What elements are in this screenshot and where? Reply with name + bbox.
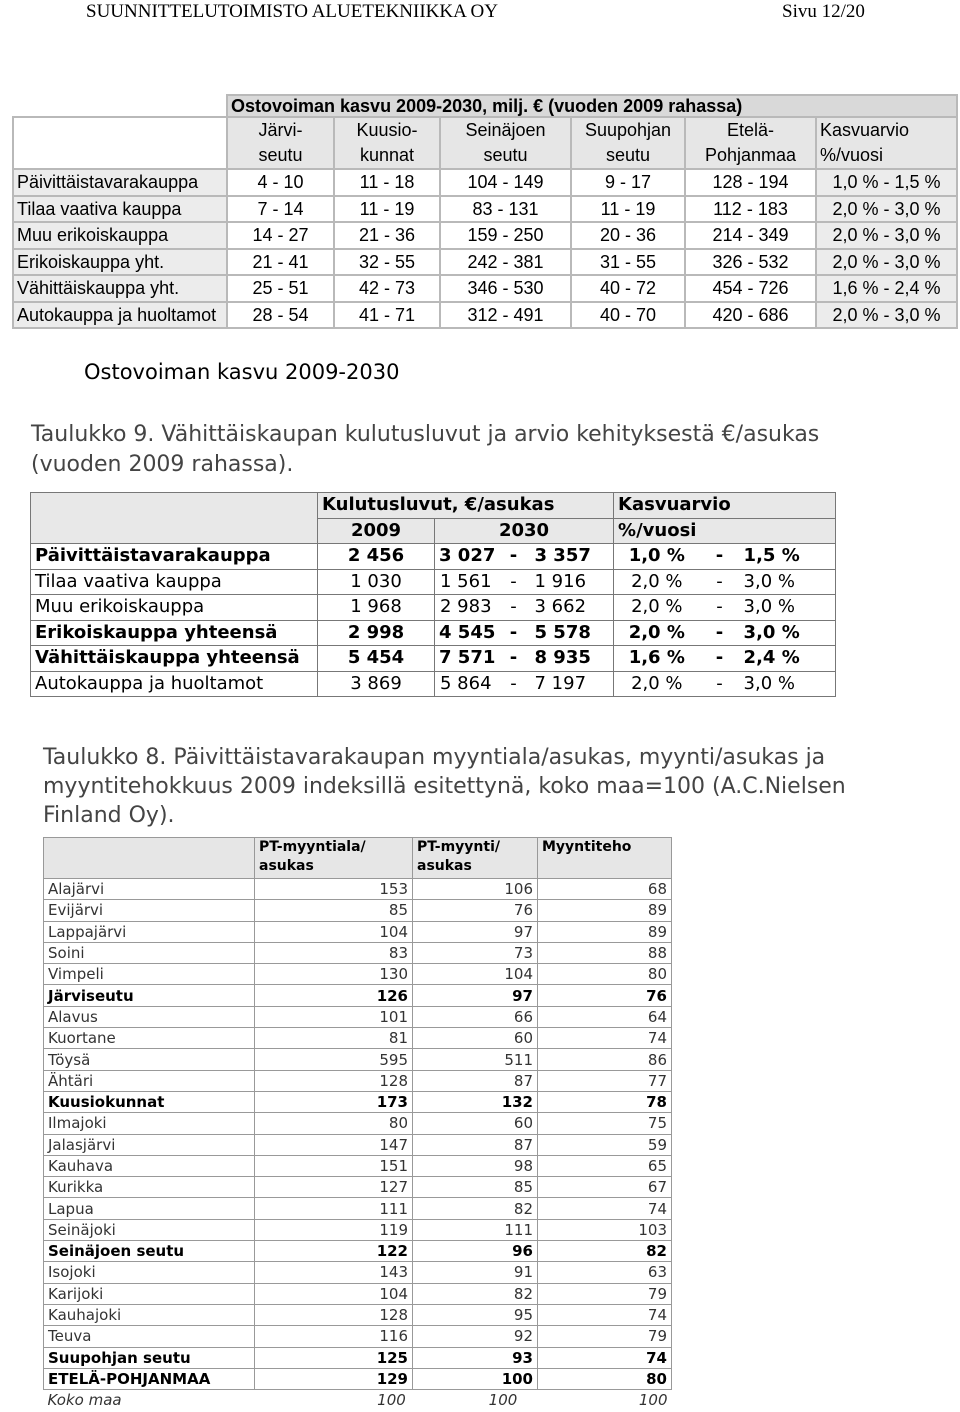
efficiency-index: 88 — [538, 942, 672, 963]
table8-row — [44, 1006, 672, 1027]
growth-high: 1,5 % — [740, 544, 836, 570]
table1-cell: 32 - 55 — [334, 249, 440, 276]
page-number: Sivu 12/20 — [782, 1, 865, 22]
table1-title: Ostovoiman kasvu 2009-2030, milj. € (vuoden 2009 rahassa) — [227, 95, 957, 117]
efficiency-index: 68 — [538, 879, 672, 900]
table1-cell: 14 - 27 — [227, 222, 334, 249]
head-sales: PT-myynti/ asukas — [413, 838, 538, 879]
municipality-name: Seinäjoki — [44, 1219, 255, 1240]
efficiency-index: 59 — [538, 1134, 672, 1155]
consumption-table — [30, 492, 836, 697]
sales-index: 87 — [413, 1070, 538, 1091]
row-label: Tilaa vaativa kauppa — [31, 569, 318, 595]
table1-cell: 326 - 532 — [685, 249, 816, 276]
row-label: Muu erikoiskauppa — [31, 595, 318, 621]
sales-index: 97 — [413, 985, 538, 1006]
table1-cell: 2,0 % - 3,0 % — [816, 222, 957, 249]
head-consumption: Kulutusluvut, €/asukas — [318, 493, 614, 519]
table8-row — [44, 985, 672, 1006]
total-name: Koko maa — [47, 1391, 122, 1410]
table8-row — [44, 1155, 672, 1176]
efficiency-index: 89 — [538, 921, 672, 942]
municipality-name: Seinäjoen seutu — [44, 1241, 255, 1262]
table1-cell: 21 - 36 — [334, 222, 440, 249]
value-2009: 1 030 — [318, 569, 435, 595]
sales-index: 98 — [413, 1155, 538, 1176]
table1-cell: 346 - 530 — [440, 275, 571, 302]
value-2030-low: 7 571 — [435, 646, 497, 672]
sales-index: 104 — [413, 964, 538, 985]
sales-area-index: 595 — [255, 1049, 413, 1070]
table1-cell: 4 - 10 — [227, 169, 334, 196]
table9-row — [31, 569, 836, 595]
table1-row — [13, 275, 957, 302]
table1-cell: 1,0 % - 1,5 % — [816, 169, 957, 196]
growth-high: 3,0 % — [740, 671, 836, 697]
efficiency-index: 103 — [538, 1219, 672, 1240]
row-label: Erikoiskauppa yhteensä — [31, 620, 318, 646]
table8-row — [44, 1304, 672, 1325]
growth-low: 2,0 % — [614, 595, 700, 621]
row-label: Autokauppa ja huoltamot — [31, 671, 318, 697]
table8-row — [44, 1368, 672, 1389]
row-label: Päivittäistavarakauppa — [13, 169, 227, 196]
value-2030-high: 3 357 — [531, 544, 614, 570]
sales-index: 95 — [413, 1304, 538, 1325]
efficiency-index: 77 — [538, 1070, 672, 1091]
table1-cell: 42 - 73 — [334, 275, 440, 302]
sales-area-index: 81 — [255, 1028, 413, 1049]
value-2009: 3 869 — [318, 671, 435, 697]
table1-cell: 112 - 183 — [685, 196, 816, 223]
total-efficiency: 100 — [638, 1391, 668, 1410]
sales-area-index: 153 — [255, 879, 413, 900]
growth-low: 1,6 % — [614, 646, 700, 672]
sales-index: 73 — [413, 942, 538, 963]
sales-index: 82 — [413, 1198, 538, 1219]
sales-index: 96 — [413, 1241, 538, 1262]
table8-row — [44, 879, 672, 900]
table1-cell: 20 - 36 — [571, 222, 685, 249]
sales-area-index: 104 — [255, 921, 413, 942]
head-efficiency: Myyntiteho — [538, 838, 672, 879]
range-dash: - — [497, 544, 531, 570]
table1-cell: 25 - 51 — [227, 275, 334, 302]
table1-row — [13, 196, 957, 223]
value-2030-low: 5 864 — [435, 671, 497, 697]
table1-row — [13, 249, 957, 276]
municipality-name: Alajärvi — [44, 879, 255, 900]
sales-area-index: 101 — [255, 1006, 413, 1027]
range-dash: - — [700, 595, 740, 621]
growth-low: 2,0 % — [614, 671, 700, 697]
range-dash: - — [497, 646, 531, 672]
sales-area-index: 173 — [255, 1091, 413, 1112]
total-sales: 100 — [488, 1391, 518, 1410]
table1-head-row — [13, 117, 957, 169]
table8-row — [44, 1262, 672, 1283]
sales-index: 66 — [413, 1006, 538, 1027]
caption: Ostovoiman kasvu 2009-2030 — [84, 360, 400, 384]
table1-cell: 104 - 149 — [440, 169, 571, 196]
growth-high: 3,0 % — [740, 569, 836, 595]
efficiency-index: 82 — [538, 1241, 672, 1262]
row-label: Erikoiskauppa yht. — [13, 249, 227, 276]
efficiency-index: 76 — [538, 985, 672, 1006]
range-dash: - — [497, 671, 531, 697]
table1-row — [13, 169, 957, 196]
row-label: Muu erikoiskauppa — [13, 222, 227, 249]
table8-row — [44, 1113, 672, 1134]
municipality-name: Alavus — [44, 1006, 255, 1027]
efficiency-index: 78 — [538, 1091, 672, 1112]
value-2030-low: 1 561 — [435, 569, 497, 595]
municipality-name: Soini — [44, 942, 255, 963]
table9-row — [31, 620, 836, 646]
efficiency-index: 74 — [538, 1304, 672, 1325]
efficiency-index: 74 — [538, 1028, 672, 1049]
efficiency-index: 86 — [538, 1049, 672, 1070]
municipality-name: Ähtäri — [44, 1070, 255, 1091]
sales-area-index: 130 — [255, 964, 413, 985]
municipality-name: Kuortane — [44, 1028, 255, 1049]
table1-cell: 11 - 19 — [571, 196, 685, 223]
range-dash: - — [700, 671, 740, 697]
municipality-name: Lapua — [44, 1198, 255, 1219]
table8-row — [44, 900, 672, 921]
company-name: SUUNNITTELUTOIMISTO ALUETEKNIIKKA OY — [86, 1, 498, 22]
sales-area-index: 128 — [255, 1070, 413, 1091]
sales-index: 60 — [413, 1028, 538, 1049]
table1-col-head: Seinäjoen seutu — [440, 117, 571, 169]
table8-total-row — [44, 1390, 672, 1411]
sales-index: 85 — [413, 1177, 538, 1198]
value-2030-high: 3 662 — [531, 595, 614, 621]
municipality-name: Ilmajoki — [44, 1113, 255, 1134]
efficiency-index: 80 — [538, 964, 672, 985]
growth-low: 2,0 % — [614, 620, 700, 646]
table8-row — [44, 1134, 672, 1155]
efficiency-index: 67 — [538, 1177, 672, 1198]
table1-cell: 21 - 41 — [227, 249, 334, 276]
table1-cell: 242 - 381 — [440, 249, 571, 276]
table8-row — [44, 1198, 672, 1219]
table1-cell: 128 - 194 — [685, 169, 816, 196]
growth-high: 3,0 % — [740, 595, 836, 621]
municipality-name: Suupohjan seutu — [44, 1347, 255, 1368]
purchasing-power-table — [12, 94, 958, 329]
table1-cell: 40 - 70 — [571, 302, 685, 329]
table1-cell: 40 - 72 — [571, 275, 685, 302]
table1-col-head: Kuusio- kunnat — [334, 117, 440, 169]
municipality-name: Vimpeli — [44, 964, 255, 985]
sales-index: 91 — [413, 1262, 538, 1283]
table9-row — [31, 595, 836, 621]
municipality-name: Isojoki — [44, 1262, 255, 1283]
sales-index: 82 — [413, 1283, 538, 1304]
table1-cell: 454 - 726 — [685, 275, 816, 302]
value-2030-low: 2 983 — [435, 595, 497, 621]
table8-row — [44, 1091, 672, 1112]
sales-index: 97 — [413, 921, 538, 942]
municipality-name: Töysä — [44, 1049, 255, 1070]
range-dash: - — [700, 646, 740, 672]
growth-high: 2,4 % — [740, 646, 836, 672]
sales-index: 100 — [413, 1368, 538, 1389]
value-2030-high: 1 916 — [531, 569, 614, 595]
row-label: Päivittäistavarakauppa — [31, 544, 318, 570]
table1-cell: 28 - 54 — [227, 302, 334, 329]
table1-cell: 9 - 17 — [571, 169, 685, 196]
sales-area-index: 126 — [255, 985, 413, 1006]
table1-cell: 41 - 71 — [334, 302, 440, 329]
efficiency-index: 65 — [538, 1155, 672, 1176]
municipality-name: Teuva — [44, 1326, 255, 1347]
value-2030-low: 4 545 — [435, 620, 497, 646]
growth-low: 2,0 % — [614, 569, 700, 595]
table1-col-head: Etelä- Pohjanmaa — [685, 117, 816, 169]
row-label: Autokauppa ja huoltamot — [13, 302, 227, 329]
municipality-name: Kauhava — [44, 1155, 255, 1176]
table8-row — [44, 964, 672, 985]
sales-area-index: 129 — [255, 1368, 413, 1389]
head-2009: 2009 — [318, 518, 435, 544]
value-2009: 2 998 — [318, 620, 435, 646]
page-header — [0, 0, 960, 26]
municipality-name: Kuusiokunnat — [44, 1091, 255, 1112]
sales-area-index: 119 — [255, 1219, 413, 1240]
table1-cell: 31 - 55 — [571, 249, 685, 276]
value-2030-high: 7 197 — [531, 671, 614, 697]
sales-area-index: 125 — [255, 1347, 413, 1368]
range-dash: - — [700, 544, 740, 570]
value-2030-high: 5 578 — [531, 620, 614, 646]
table9-row — [31, 671, 836, 697]
sales-area-index: 147 — [255, 1134, 413, 1155]
value-2030-high: 8 935 — [531, 646, 614, 672]
head-2030: 2030 — [435, 518, 614, 544]
efficiency-index: 63 — [538, 1262, 672, 1283]
table8-head-row — [44, 838, 672, 879]
sales-index: 106 — [413, 879, 538, 900]
head-growth: Kasvuarvio — [614, 493, 836, 519]
table8-row — [44, 1326, 672, 1347]
sales-index: 92 — [413, 1326, 538, 1347]
efficiency-index: 64 — [538, 1006, 672, 1027]
table1-cell: 1,6 % - 2,4 % — [816, 275, 957, 302]
municipality-name: Kurikka — [44, 1177, 255, 1198]
efficiency-index: 74 — [538, 1198, 672, 1219]
municipality-name: Lappajärvi — [44, 921, 255, 942]
table9-title: Taulukko 9. Vähittäiskaupan kulutusluvut ja arvio kehityksestä €/asukas (vuoden 2009 rahassa). — [31, 422, 820, 477]
municipality-name: Karijoki — [44, 1283, 255, 1304]
efficiency-index: 79 — [538, 1283, 672, 1304]
range-dash: - — [700, 620, 740, 646]
table8-row — [44, 1241, 672, 1262]
efficiency-index: 89 — [538, 900, 672, 921]
table8-row — [44, 1283, 672, 1304]
sales-area-index: 80 — [255, 1113, 413, 1134]
sales-area-index: 85 — [255, 900, 413, 921]
value-2030-low: 3 027 — [435, 544, 497, 570]
table1-cell: 214 - 349 — [685, 222, 816, 249]
sales-area-index: 128 — [255, 1304, 413, 1325]
table1-row — [13, 222, 957, 249]
municipality-name: Evijärvi — [44, 900, 255, 921]
sales-area-index: 143 — [255, 1262, 413, 1283]
table8-row — [44, 1347, 672, 1368]
sales-index: 111 — [413, 1219, 538, 1240]
row-label: Vähittäiskauppa yht. — [13, 275, 227, 302]
range-dash: - — [700, 569, 740, 595]
value-2009: 5 454 — [318, 646, 435, 672]
table1-cell: 2,0 % - 3,0 % — [816, 249, 957, 276]
table1-cell: 83 - 131 — [440, 196, 571, 223]
table1-title-row — [13, 95, 957, 117]
table8-row — [44, 1070, 672, 1091]
efficiency-index: 79 — [538, 1326, 672, 1347]
municipality-name: ETELÄ-POHJANMAA — [44, 1368, 255, 1389]
sales-area-index: 122 — [255, 1241, 413, 1262]
sales-index-table — [43, 837, 672, 1410]
range-dash: - — [497, 620, 531, 646]
head-sales-area: PT-myyntiala/ asukas — [255, 838, 413, 879]
table9-row — [31, 544, 836, 570]
municipality-name: Jalasjärvi — [44, 1134, 255, 1155]
table1-col-head: Järvi- seutu — [227, 117, 334, 169]
efficiency-index: 80 — [538, 1368, 672, 1389]
table8-title: Taulukko 8. Päivittäistavarakaupan myyntiala/asukas, myynti/asukas ja myyntitehokkuus 2009 indeksillä esitettynä, koko maa=100 (A.C.Nielsen Finland Oy). — [43, 745, 846, 828]
sales-index: 511 — [413, 1049, 538, 1070]
municipality-name: Järviseutu — [44, 985, 255, 1006]
table8-row — [44, 942, 672, 963]
table1-cell: 11 - 19 — [334, 196, 440, 223]
value-2009: 1 968 — [318, 595, 435, 621]
sales-area-index: 151 — [255, 1155, 413, 1176]
sales-index: 60 — [413, 1113, 538, 1134]
table9-head-row-1 — [31, 493, 836, 519]
table1-cell: 312 - 491 — [440, 302, 571, 329]
municipality-name: Kauhajoki — [44, 1304, 255, 1325]
sales-index: 87 — [413, 1134, 538, 1155]
table1-row — [13, 302, 957, 329]
row-label: Tilaa vaativa kauppa — [13, 196, 227, 223]
range-dash: - — [497, 595, 531, 621]
efficiency-index: 74 — [538, 1347, 672, 1368]
sales-area-index: 116 — [255, 1326, 413, 1347]
total-sales-area: 100 — [377, 1391, 406, 1410]
growth-high: 3,0 % — [740, 620, 836, 646]
sales-index: 76 — [413, 900, 538, 921]
table1-cell: 2,0 % - 3,0 % — [816, 196, 957, 223]
table8-row — [44, 921, 672, 942]
head-unit: %/vuosi — [614, 518, 836, 544]
growth-low: 1,0 % — [614, 544, 700, 570]
row-label: Vähittäiskauppa yhteensä — [31, 646, 318, 672]
table8-row — [44, 1219, 672, 1240]
range-dash: - — [497, 569, 531, 595]
table1-cell: 11 - 18 — [334, 169, 440, 196]
sales-area-index: 127 — [255, 1177, 413, 1198]
table1-cell: 7 - 14 — [227, 196, 334, 223]
sales-index: 132 — [413, 1091, 538, 1112]
table1-cell: 2,0 % - 3,0 % — [816, 302, 957, 329]
sales-area-index: 104 — [255, 1283, 413, 1304]
table1-col-head: Suupohjan seutu — [571, 117, 685, 169]
table1-col-head: Kasvuarvio %/vuosi — [816, 117, 957, 169]
table8-row — [44, 1028, 672, 1049]
sales-area-index: 83 — [255, 942, 413, 963]
table8-row — [44, 1049, 672, 1070]
value-2009: 2 456 — [318, 544, 435, 570]
efficiency-index: 75 — [538, 1113, 672, 1134]
sales-area-index: 111 — [255, 1198, 413, 1219]
table1-cell: 420 - 686 — [685, 302, 816, 329]
table9-row — [31, 646, 836, 672]
table1-cell: 159 - 250 — [440, 222, 571, 249]
sales-index: 93 — [413, 1347, 538, 1368]
table8-row — [44, 1177, 672, 1198]
